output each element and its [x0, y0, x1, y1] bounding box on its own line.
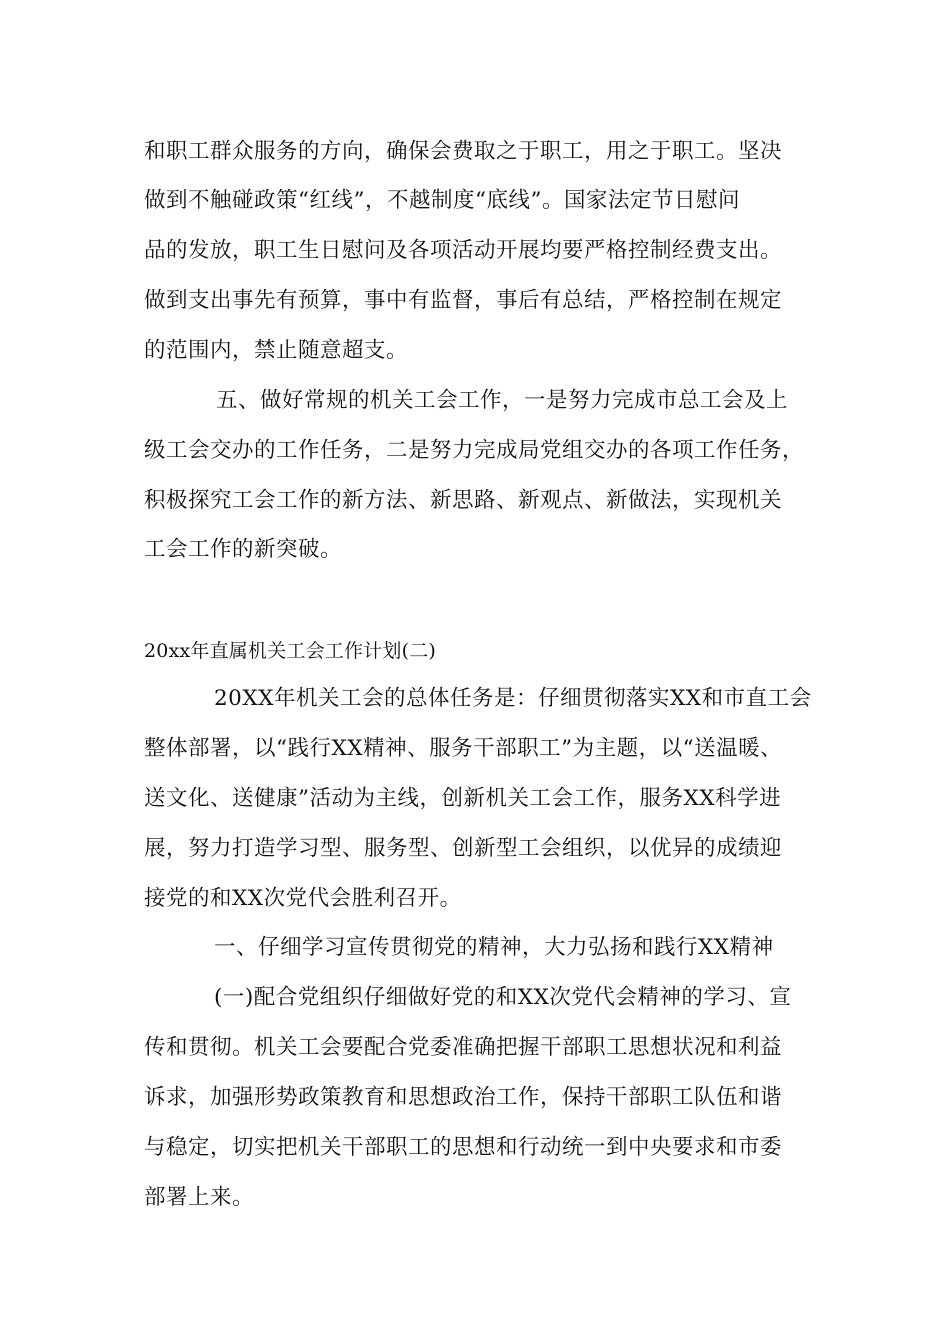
paragraph-line: 品的发放，职工生日慰问及各项活动开展均要严格控制经费支出。	[144, 238, 783, 263]
paragraph-line: 和职工群众服务的方向，确保会费取之于职工，用之于职工。坚决	[144, 139, 783, 164]
paragraph-line: 的范围内，禁止随意超支。	[144, 338, 409, 363]
paragraph-line: 20XX年机关工会的总体任务是：仔细贯彻落实XX和市直工会	[214, 686, 812, 711]
paragraph-line: 展，努力打造学习型、服务型、创新型工会组织，以优异的成绩迎	[144, 836, 783, 861]
paragraph-line: 部署上来。	[144, 1185, 255, 1210]
paragraph-line: 一、仔细学习宣传贯彻党的精神，大力弘扬和践行XX精神	[214, 935, 774, 960]
paragraph-line: 做到支出事先有预算，事中有监督，事后有总结，严格控制在规定	[144, 288, 783, 313]
paragraph-line: 接党的和XX次党代会胜利召开。	[144, 886, 462, 911]
paragraph-line: 整体部署，以“践行XX精神、服务干部职工”为主题，以“送温暖、	[144, 736, 783, 761]
paragraph-line: 积极探究工会工作的新方法、新思路、新观点、新做法，实现机关	[144, 488, 783, 513]
paragraph-line: 传和贯彻。机关工会要配合党委准确把握干部职工思想状况和利益	[144, 1035, 783, 1060]
paragraph-line: 级工会交办的工作任务，二是努力完成局党组交办的各项工作任务，	[144, 438, 805, 463]
paragraph-line: 送文化、送健康”活动为主线，创新机关工会工作，服务XX科学进	[144, 786, 782, 811]
paragraph-line: 诉求，加强形势政策教育和思想政治工作，保持干部职工队伍和谐	[144, 1085, 783, 1110]
paragraph-line: 工会工作的新突破。	[144, 537, 343, 562]
paragraph-line: 五、做好常规的机关工会工作，一是努力完成市总工会及上	[216, 388, 789, 413]
paragraph-line: (一)配合党组织仔细做好党的和XX次党代会精神的学习、宣	[214, 985, 792, 1010]
paragraph-line: 做到不触碰政策“红线”，不越制度“底线”。国家法定节日慰问	[144, 188, 740, 213]
section-heading: 20xx年直属机关工会工作计划(二)	[144, 640, 437, 662]
paragraph-line: 与稳定，切实把机关干部职工的思想和行动统一到中央要求和市委	[144, 1135, 783, 1160]
